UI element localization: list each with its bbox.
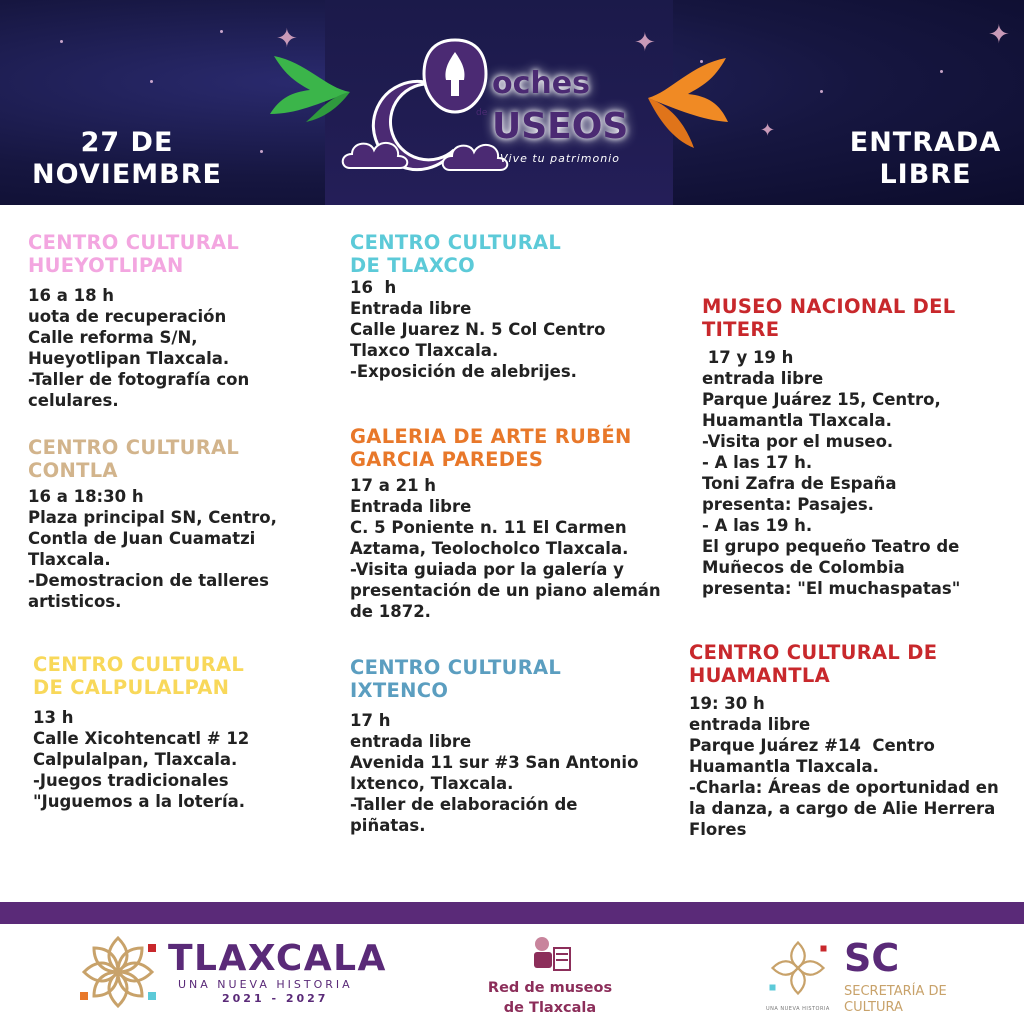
event-detail-line: - A las 17 h. xyxy=(702,453,813,472)
footer-band xyxy=(0,902,1024,924)
event-detail-line: Contla de Juan Cuamatzi xyxy=(28,529,256,548)
secretaria-mini-text: UNA NUEVA HISTORIA xyxy=(766,1006,830,1012)
event-detail-line: - A las 19 h. xyxy=(702,516,813,535)
event-detail-line: Entrada libre xyxy=(350,497,472,516)
logo-word-museos: USEOS xyxy=(492,106,629,147)
event-detail-line: -Charla: Áreas de oportunidad en xyxy=(689,778,999,797)
date-line: NOVIEMBRE xyxy=(32,159,222,190)
tlaxcala-years: 2021 - 2027 xyxy=(222,992,329,1005)
star-icon: ✦ xyxy=(634,28,656,58)
star-icon: ✦ xyxy=(276,24,298,54)
event-details xyxy=(702,347,960,599)
event-detail-line: -Taller de fotografía con xyxy=(28,370,250,389)
event-detail-line: Hueyotlipan Tlaxcala. xyxy=(28,349,230,368)
event-detail-line: entrada libre xyxy=(702,369,824,388)
event-detail-line: Tlaxcala. xyxy=(28,550,111,569)
event-ixtenco xyxy=(350,656,638,836)
event-detail-line: 13 h xyxy=(33,708,74,727)
noches-de-museos-logo xyxy=(340,28,640,188)
event-detail-line: Calle Juarez N. 5 Col Centro xyxy=(350,320,606,339)
event-galeria-ruben-garcia xyxy=(350,425,661,622)
event-contla xyxy=(28,436,277,612)
red-de-museos-label xyxy=(470,978,630,1018)
entry-line: ENTRADA xyxy=(849,127,1002,158)
event-title: CENTRO CULTURAL IXTENCO xyxy=(350,656,562,702)
event-detail-line: 16 a 18:30 h xyxy=(28,487,144,506)
sparkle-dot xyxy=(150,80,153,83)
sc-line: SECRETARÍA DE xyxy=(844,984,947,999)
event-details xyxy=(33,707,249,812)
event-detail-line: -Exposición de alebrijes. xyxy=(350,362,577,381)
event-detail-line: Entrada libre xyxy=(350,299,472,318)
secretaria-flower-logo-icon xyxy=(768,938,828,998)
event-detail-line: Muñecos de Colombia xyxy=(702,558,905,577)
star-icon: ✦ xyxy=(988,20,1010,50)
event-title: CENTRO CULTURAL DE TLAXCO xyxy=(350,231,562,277)
sparkle-dot xyxy=(60,40,63,43)
event-details xyxy=(689,693,999,840)
tlaxcala-title: TLAXCALA xyxy=(168,938,387,979)
date-line: 27 DE xyxy=(80,127,174,158)
event-detail-line: de 1872. xyxy=(350,602,431,621)
event-detail-line: El grupo pequeño Teatro de xyxy=(702,537,960,556)
secretaria-cultura-label xyxy=(844,984,947,1016)
museum-emblem-icon xyxy=(420,36,490,116)
event-detail-line: "Juguemos a la lotería. xyxy=(33,792,246,811)
free-entry-label xyxy=(838,127,1013,191)
event-detail-line: Calle reforma S/N, xyxy=(28,328,198,347)
logo-word-de: de xyxy=(476,108,488,118)
event-title: CENTRO CULTURAL HUEYOTLIPAN xyxy=(28,231,240,277)
event-detail-line: la danza, a cargo de Alie Herrera xyxy=(689,799,996,818)
event-calpulalpan xyxy=(33,653,249,812)
event-detail-line: artisticos. xyxy=(28,592,122,611)
event-title: CENTRO CULTURAL DE HUAMANTLA xyxy=(689,641,938,687)
event-detail-line: -Taller de elaboración de xyxy=(350,795,578,814)
logo-tagline: Vive tu patrimonio xyxy=(500,152,620,165)
event-detail-line: Calpulalpan, Tlaxcala. xyxy=(33,750,238,769)
red-line: de Tlaxcala xyxy=(503,1000,597,1016)
orange-leaf-icon xyxy=(646,52,732,152)
event-detail-line: uota de recuperación xyxy=(28,307,227,326)
event-detail-line: 17 y 19 h xyxy=(702,348,794,367)
event-details xyxy=(350,475,661,622)
event-detail-line: -Visita guiada por la galería y xyxy=(350,560,624,579)
event-detail-line: 17 a 21 h xyxy=(350,476,437,495)
tlaxcala-subtitle: UNA NUEVA HISTORIA xyxy=(178,978,353,991)
event-detail-line: Parque Juárez #14 Centro xyxy=(689,736,935,755)
event-detail-line: presenta: "El muchaspatas" xyxy=(702,579,961,598)
event-detail-line: Plaza principal SN, Centro, xyxy=(28,508,277,527)
event-details xyxy=(28,285,249,411)
event-detail-line: Aztama, Teolocholco Tlaxcala. xyxy=(350,539,629,558)
event-detail-line: C. 5 Poniente n. 11 El Carmen xyxy=(350,518,627,537)
event-museo-titere xyxy=(702,295,960,599)
sparkle-dot xyxy=(220,30,223,33)
event-title: GALERIA DE ARTE RUBÉN GARCIA PAREDES xyxy=(350,425,632,471)
event-detail-line: Toni Zafra de España xyxy=(702,474,897,493)
event-detail-line: piñatas. xyxy=(350,816,426,835)
event-detail-line: entrada libre xyxy=(689,715,811,734)
event-detail-line: 17 h xyxy=(350,711,391,730)
museum-network-logo-icon xyxy=(526,934,574,974)
sparkle-dot xyxy=(940,70,943,73)
event-detail-line: Huamantla Tlaxcala. xyxy=(702,411,892,430)
event-date xyxy=(22,127,232,191)
event-detail-line: celulares. xyxy=(28,391,119,410)
event-detail-line: 16 h xyxy=(350,278,397,297)
event-tlaxco xyxy=(350,231,605,382)
logo-word-noches: oches xyxy=(492,66,590,101)
star-icon: ✦ xyxy=(760,120,776,141)
event-detail-line: -Demostracion de talleres xyxy=(28,571,269,590)
event-detail-line: Calle Xicohtencatl # 12 xyxy=(33,729,250,748)
header-banner xyxy=(0,0,1024,205)
event-title: MUSEO NACIONAL DEL TITERE xyxy=(702,295,956,341)
event-hueyotlipan xyxy=(28,231,249,411)
event-title: CENTRO CULTURAL CONTLA xyxy=(28,436,240,482)
event-detail-line: 16 a 18 h xyxy=(28,286,115,305)
event-detail-line: entrada libre xyxy=(350,732,472,751)
event-detail-line: Huamantla Tlaxcala. xyxy=(689,757,879,776)
event-detail-line: Flores xyxy=(689,820,747,839)
event-detail-line: Ixtenco, Tlaxcala. xyxy=(350,774,514,793)
event-detail-line: presentación de un piano alemán xyxy=(350,581,661,600)
event-detail-line: Avenida 11 sur #3 San Antonio xyxy=(350,753,639,772)
event-details xyxy=(28,486,277,612)
entry-line: LIBRE xyxy=(879,159,972,190)
sparkle-dot xyxy=(260,150,263,153)
event-details xyxy=(350,277,605,382)
event-detail-line: -Juegos tradicionales xyxy=(33,771,229,790)
event-detail-line: 19: 30 h xyxy=(689,694,765,713)
event-details xyxy=(350,710,638,836)
event-detail-line: -Visita por el museo. xyxy=(702,432,894,451)
cloud-icon xyxy=(340,132,410,172)
sc-line: CULTURA xyxy=(844,1000,903,1015)
red-line: Red de museos xyxy=(487,980,613,996)
event-huamantla xyxy=(689,641,999,840)
event-title: CENTRO CULTURAL DE CALPULALPAN xyxy=(33,653,245,699)
tlaxcala-flower-logo-icon xyxy=(78,932,158,1012)
event-detail-line: Tlaxco Tlaxcala. xyxy=(350,341,499,360)
event-detail-line: Parque Juárez 15, Centro, xyxy=(702,390,941,409)
event-detail-line: presenta: Pasajes. xyxy=(702,495,874,514)
sc-title: SC xyxy=(844,936,900,980)
sparkle-dot xyxy=(820,90,823,93)
